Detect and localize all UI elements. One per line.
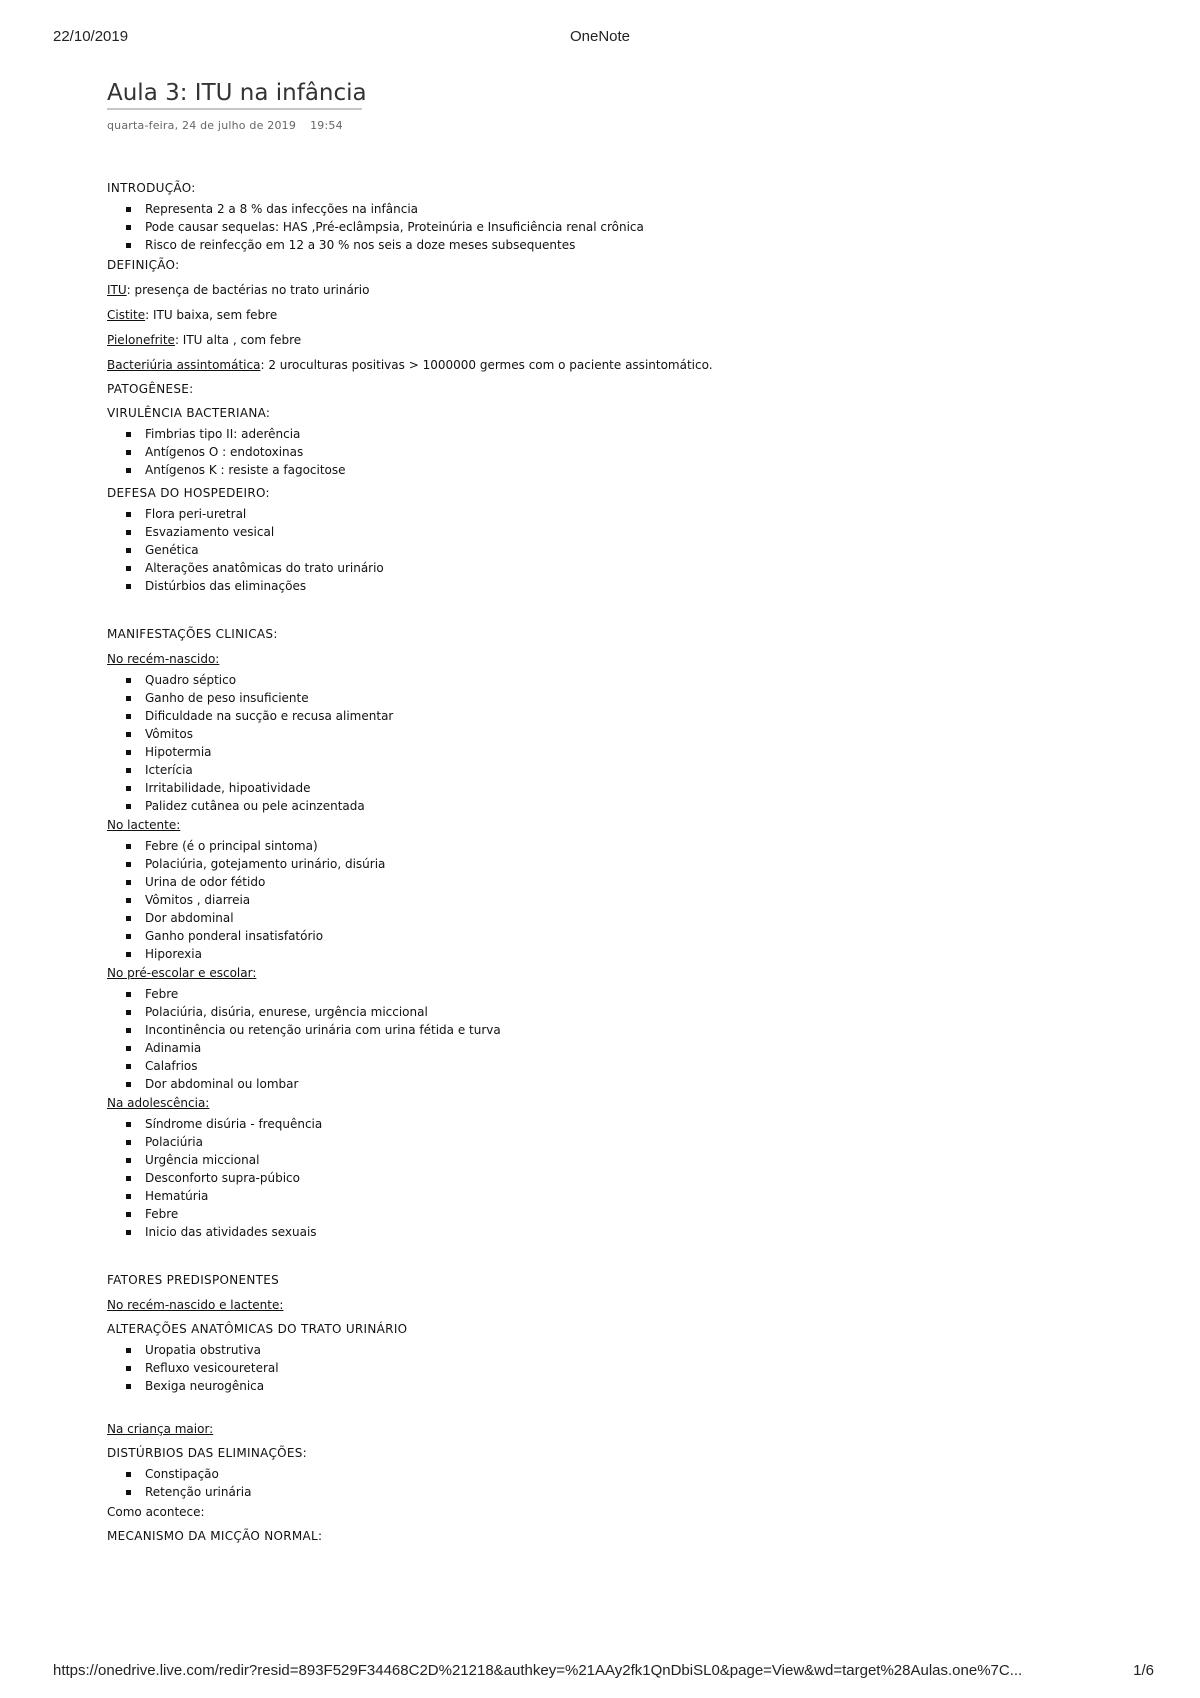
list-item: Risco de reinfecção em 12 a 30 % nos seis a doze meses subsequentes — [107, 236, 1107, 254]
definition-itu: ITU: presença de bactérias no trato urinário — [107, 283, 370, 297]
list-item: Quadro séptico — [107, 671, 1107, 689]
list-item: Antígenos K : resiste a fagocitose — [107, 461, 1107, 479]
page-meta — [107, 119, 343, 132]
heading-virulencia: VIRULÊNCIA BACTERIANA: — [107, 406, 271, 420]
list-item: Ganho de peso insuficiente — [107, 689, 1107, 707]
text-como-acontece: Como acontece: — [107, 1505, 205, 1519]
list-adolescencia — [107, 1115, 1107, 1241]
list-item: Alterações anatômicas do trato urinário — [107, 559, 1107, 577]
list-item: Fimbrias tipo II: aderência — [107, 425, 1107, 443]
heading-patogenese: PATOGÊNESE: — [107, 382, 194, 396]
list-item: Vômitos , diarreia — [107, 891, 1107, 909]
list-disturbios — [107, 1465, 1107, 1501]
list-lactente — [107, 837, 1107, 963]
list-item: Distúrbios das eliminações — [107, 577, 1107, 595]
list-recem-nascido — [107, 671, 1107, 815]
list-item: Febre — [107, 985, 1107, 1003]
term-bacteriuria: Bacteriúria assintomática — [107, 358, 261, 372]
page-title[interactable]: Aula 3: ITU na infância — [107, 80, 362, 110]
label-rn-lactente: No recém-nascido e lactente: — [107, 1298, 284, 1312]
list-item: Dificuldade na sucção e recusa alimentar — [107, 707, 1107, 725]
spacer — [107, 1241, 1107, 1266]
source-url[interactable]: https://onedrive.live.com/redir?resid=893F529F34468C2D%21218&authkey=%21AAy2fk1QnDbiSL0&page=View&wd=target%28Aulas.one%7C... — [53, 1662, 1023, 1679]
term-cistite: Cistite — [107, 308, 146, 322]
list-introducao — [107, 200, 1107, 254]
list-item: Antígenos O : endotoxinas — [107, 443, 1107, 461]
label-lactente: No lactente: — [107, 818, 181, 832]
list-item: Hipotermia — [107, 743, 1107, 761]
term-pielonefrite: Pielonefrite — [107, 333, 175, 347]
list-item: Hiporexia — [107, 945, 1107, 963]
list-item: Retenção urinária — [107, 1483, 1107, 1501]
term-itu: ITU — [107, 283, 127, 297]
list-item: Dor abdominal ou lombar — [107, 1075, 1107, 1093]
print-app-name: OneNote — [569, 28, 631, 45]
list-item: Calafrios — [107, 1057, 1107, 1075]
list-item: Genética — [107, 541, 1107, 559]
list-item: Icterícia — [107, 761, 1107, 779]
label-adolescencia: Na adolescência: — [107, 1096, 210, 1110]
print-date: 22/10/2019 — [53, 28, 129, 45]
list-item: Refluxo vesicoureteral — [107, 1359, 1107, 1377]
note-content[interactable] — [107, 174, 1107, 1546]
list-item: Representa 2 a 8 % das infecções na infância — [107, 200, 1107, 218]
page-time: 19:54 — [310, 119, 343, 132]
list-item: Ganho ponderal insatisfatório — [107, 927, 1107, 945]
list-item: Adinamia — [107, 1039, 1107, 1057]
list-item: Uropatia obstrutiva — [107, 1341, 1107, 1359]
heading-introducao: INTRODUÇÃO: — [107, 181, 196, 195]
page-date: quarta-feira, 24 de julho de 2019 — [107, 119, 297, 132]
heading-mecanismo: MECANISMO DA MICÇÃO NORMAL: — [107, 1529, 323, 1543]
spacer — [107, 595, 1107, 620]
list-item: Urina de odor fétido — [107, 873, 1107, 891]
list-defesa — [107, 505, 1107, 595]
list-alteracoes — [107, 1341, 1107, 1395]
list-item: Esvaziamento vesical — [107, 523, 1107, 541]
list-item: Bexiga neurogênica — [107, 1377, 1107, 1395]
list-item: Incontinência ou retenção urinária com urina fétida e turva — [107, 1021, 1107, 1039]
list-virulencia — [107, 425, 1107, 479]
list-item: Polaciúria, gotejamento urinário, disúria — [107, 855, 1107, 873]
list-item: Síndrome disúria - frequência — [107, 1115, 1107, 1133]
list-item: Febre — [107, 1205, 1107, 1223]
list-item: Polaciúria, disúria, enurese, urgência miccional — [107, 1003, 1107, 1021]
list-item: Dor abdominal — [107, 909, 1107, 927]
list-item: Urgência miccional — [107, 1151, 1107, 1169]
label-crianca-maior: Na criança maior: — [107, 1422, 214, 1436]
list-pre-escolar — [107, 985, 1107, 1093]
list-item: Desconforto supra-púbico — [107, 1169, 1107, 1187]
page-number: 1/6 — [1133, 1662, 1154, 1679]
definition-bacteriuria: Bacteriúria assintomática: 2 uroculturas positivas > 1000000 germes com o paciente assintomático. — [107, 358, 713, 372]
definition-cistite: Cistite: ITU baixa, sem febre — [107, 308, 278, 322]
list-item: Constipação — [107, 1465, 1107, 1483]
print-footer — [0, 1662, 1200, 1684]
definition-pielonefrite: Pielonefrite: ITU alta , com febre — [107, 333, 302, 347]
spacer — [107, 1395, 1107, 1414]
list-item: Febre (é o principal sintoma) — [107, 837, 1107, 855]
list-item: Polaciúria — [107, 1133, 1107, 1151]
heading-defesa: DEFESA DO HOSPEDEIRO: — [107, 486, 270, 500]
heading-definicao: DEFINIÇÃO: — [107, 258, 180, 272]
list-item: Irritabilidade, hipoatividade — [107, 779, 1107, 797]
list-item: Hematúria — [107, 1187, 1107, 1205]
list-item: Vômitos — [107, 725, 1107, 743]
list-item: Pode causar sequelas: HAS ,Pré-eclâmpsia, Proteinúria e Insuficiência renal crônica — [107, 218, 1107, 236]
heading-manifestacoes: MANIFESTAÇÕES CLINICAS: — [107, 627, 278, 641]
list-item: Inicio das atividades sexuais — [107, 1223, 1107, 1241]
label-recem-nascido: No recém-nascido: — [107, 652, 220, 666]
heading-alteracoes: ALTERAÇÕES ANATÔMICAS DO TRATO URINÁRIO — [107, 1322, 408, 1336]
list-item: Flora peri-uretral — [107, 505, 1107, 523]
heading-fatores: FATORES PREDISPONENTES — [107, 1273, 280, 1287]
label-pre-escolar: No pré-escolar e escolar: — [107, 966, 257, 980]
print-header — [0, 28, 1200, 52]
heading-disturbios: DISTÚRBIOS DAS ELIMINAÇÕES: — [107, 1446, 308, 1460]
list-item: Palidez cutânea ou pele acinzentada — [107, 797, 1107, 815]
